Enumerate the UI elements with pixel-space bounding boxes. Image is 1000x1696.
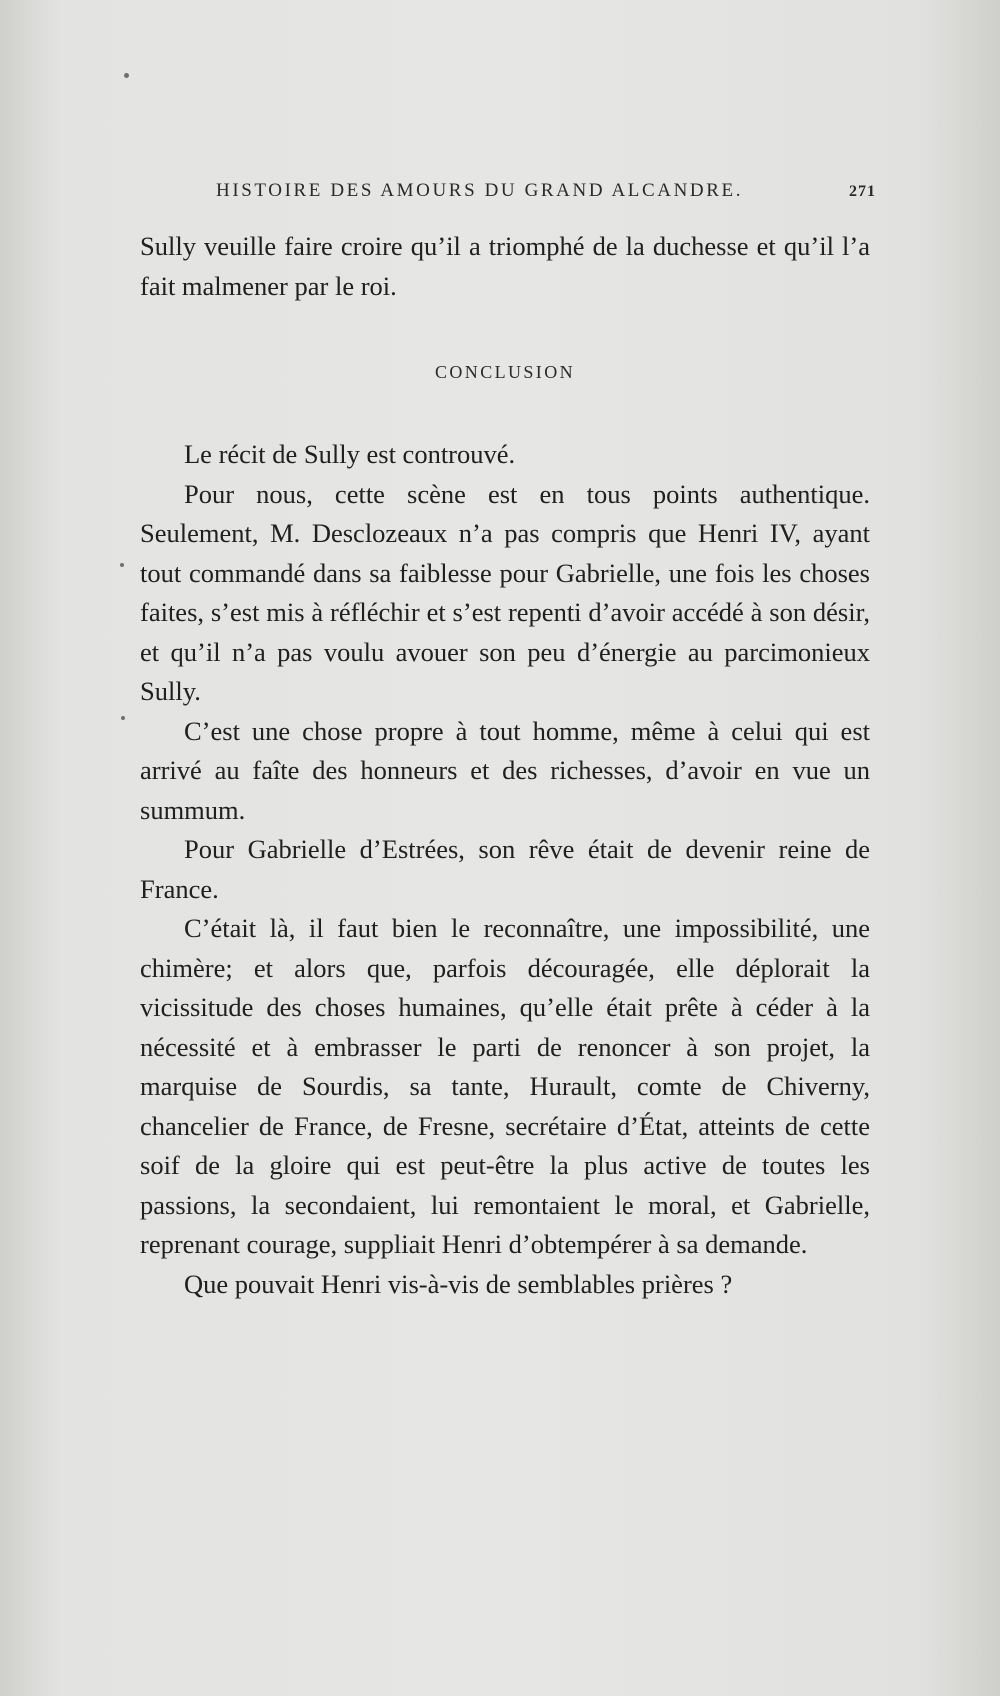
paragraph: Que pouvait Henri vis-à-vis de semblables prières ? <box>184 1268 733 1299</box>
continuation-paragraph: Sully veuille faire croire qu’il a triomphé de la duchesse et qu’il l’a fait malmener par le roi. <box>140 231 870 301</box>
paper-speck <box>121 716 125 720</box>
running-head <box>216 180 876 202</box>
paper-speck <box>120 563 124 567</box>
paragraph: C’est une chose propre à tout homme, même à celui qui est arrivé au faîte des honneurs et des richesses, d’avoir en vue un summum. <box>140 715 870 825</box>
running-title: HISTOIRE DES AMOURS DU GRAND ALCANDRE. <box>216 180 744 201</box>
paragraph: Pour Gabrielle d’Estrées, son rêve était de devenir reine de France. <box>140 834 870 904</box>
paragraph: Le récit de Sully est controuvé. <box>184 439 516 469</box>
page-number: 271 <box>849 183 876 200</box>
section-heading: CONCLUSION <box>434 362 575 382</box>
paragraph: Pour nous, cette scène est en tous points authentique. Seulement, M. Desclozeaux n’a pas compris que Henri IV, ayant tout commandé dans sa faiblesse pour Gabrielle, une fois les choses faites, s’est mis à réfléchir et s’est repenti d’avoir accédé à son désir, et qu’il n’a pas voulu avouer son peu d’énergie au parcimonieux Sully. <box>140 478 870 706</box>
body-text <box>140 227 870 1304</box>
paper-speck <box>124 73 129 78</box>
paragraph: C’était là, il faut bien le reconnaître, une impossibilité, une chimère; et alors que, parfois découragée, elle déplorait la vicissitude des choses humaines, qu’elle était prête à céder à la nécessité et à embrasser le parti de renoncer à son projet, la marquise de Sourdis, sa tante, Hurault, comte de Chiverny, chancelier de France, de Fresne, secrétaire d’État, atteints de cette soif de la gloire qui est peut-être la plus active de toutes les passions, la secondaient, lui remontaient le moral, et Gabrielle, reprenant courage, suppliait Henri d’obtempérer à sa demande. <box>140 913 870 1259</box>
